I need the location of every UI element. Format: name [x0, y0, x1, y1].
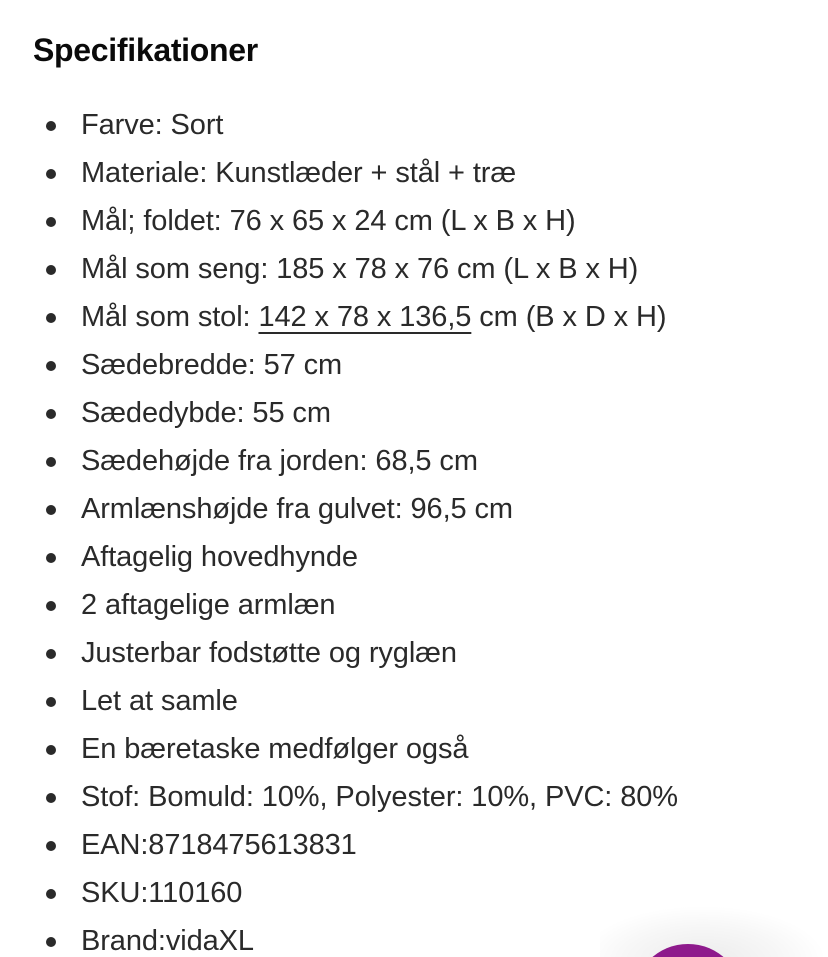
spec-item-armrests: [0, 581, 828, 629]
spec-text: Materiale: Kunstlæder + stål + træ: [81, 157, 517, 189]
bullet-icon: [46, 889, 56, 899]
bullet-icon: [46, 649, 56, 659]
spec-text: Sædedybde: 55 cm: [81, 397, 331, 429]
bullet-icon: [46, 265, 56, 275]
spec-item-seat-width: [0, 341, 828, 389]
bullet-icon: [46, 601, 56, 611]
spec-item-material: [0, 149, 828, 197]
bullet-icon: [46, 697, 56, 707]
spec-item-chair-size: [0, 293, 828, 341]
spec-text-prefix: Mål som stol:: [81, 301, 259, 333]
spec-text: En bæretaske medfølger også: [81, 733, 469, 765]
spec-item-bed-size: [0, 245, 828, 293]
bullet-icon: [46, 553, 56, 563]
bullet-icon: [46, 937, 56, 947]
spec-item-armrest-height: [0, 485, 828, 533]
spec-item-headrest: [0, 533, 828, 581]
spec-text: Farve: Sort: [81, 109, 224, 141]
bullet-icon: [46, 217, 56, 227]
spec-text: Let at samle: [81, 685, 238, 717]
bullet-icon: [46, 121, 56, 131]
spec-text: Sædebredde: 57 cm: [81, 349, 343, 381]
spec-item-ean: [0, 821, 828, 869]
detected-measurement-link[interactable]: 142 x 78 x 136,5: [258, 301, 472, 333]
spec-item-assembly: [0, 677, 828, 725]
spec-text: Brand:vidaXL: [81, 925, 254, 957]
spec-text: SKU:110160: [81, 877, 243, 909]
bullet-icon: [46, 169, 56, 179]
spec-item-color: [0, 101, 828, 149]
spec-text: Armlænshøjde fra gulvet: 96,5 cm: [81, 493, 513, 525]
spec-text-suffix: cm (B x D x H): [471, 301, 667, 333]
spec-text: Justerbar fodstøtte og ryglæn: [81, 637, 457, 669]
spec-item-adjustable: [0, 629, 828, 677]
spec-item-carry-bag: [0, 725, 828, 773]
bullet-icon: [46, 409, 56, 419]
bullet-icon: [46, 457, 56, 467]
spec-text: Mål som seng: 185 x 78 x 76 cm (L x B x H): [81, 253, 639, 285]
bullet-icon: [46, 361, 56, 371]
bullet-icon: [46, 745, 56, 755]
spec-text: EAN:8718475613831: [81, 829, 357, 861]
spec-item-fabric: [0, 773, 828, 821]
bullet-icon: [46, 841, 56, 851]
spec-text: Stof: Bomuld: 10%, Polyester: 10%, PVC: 80%: [81, 781, 678, 813]
spec-item-seat-depth: [0, 389, 828, 437]
spec-text: Mål; foldet: 76 x 65 x 24 cm (L x B x H): [81, 205, 576, 237]
spec-text: Sædehøjde fra jorden: 68,5 cm: [81, 445, 478, 477]
spec-text: 2 aftagelige armlæn: [81, 589, 336, 621]
bullet-icon: [46, 313, 56, 323]
specifications-list: [0, 101, 828, 957]
section-title: Specifikationer: [33, 32, 258, 68]
bullet-icon: [46, 793, 56, 803]
bullet-icon: [46, 505, 56, 515]
spec-item-folded-size: [0, 197, 828, 245]
floating-button-shadow: [600, 905, 828, 957]
spec-item-seat-height: [0, 437, 828, 485]
spec-text: Aftagelig hovedhynde: [81, 541, 358, 573]
